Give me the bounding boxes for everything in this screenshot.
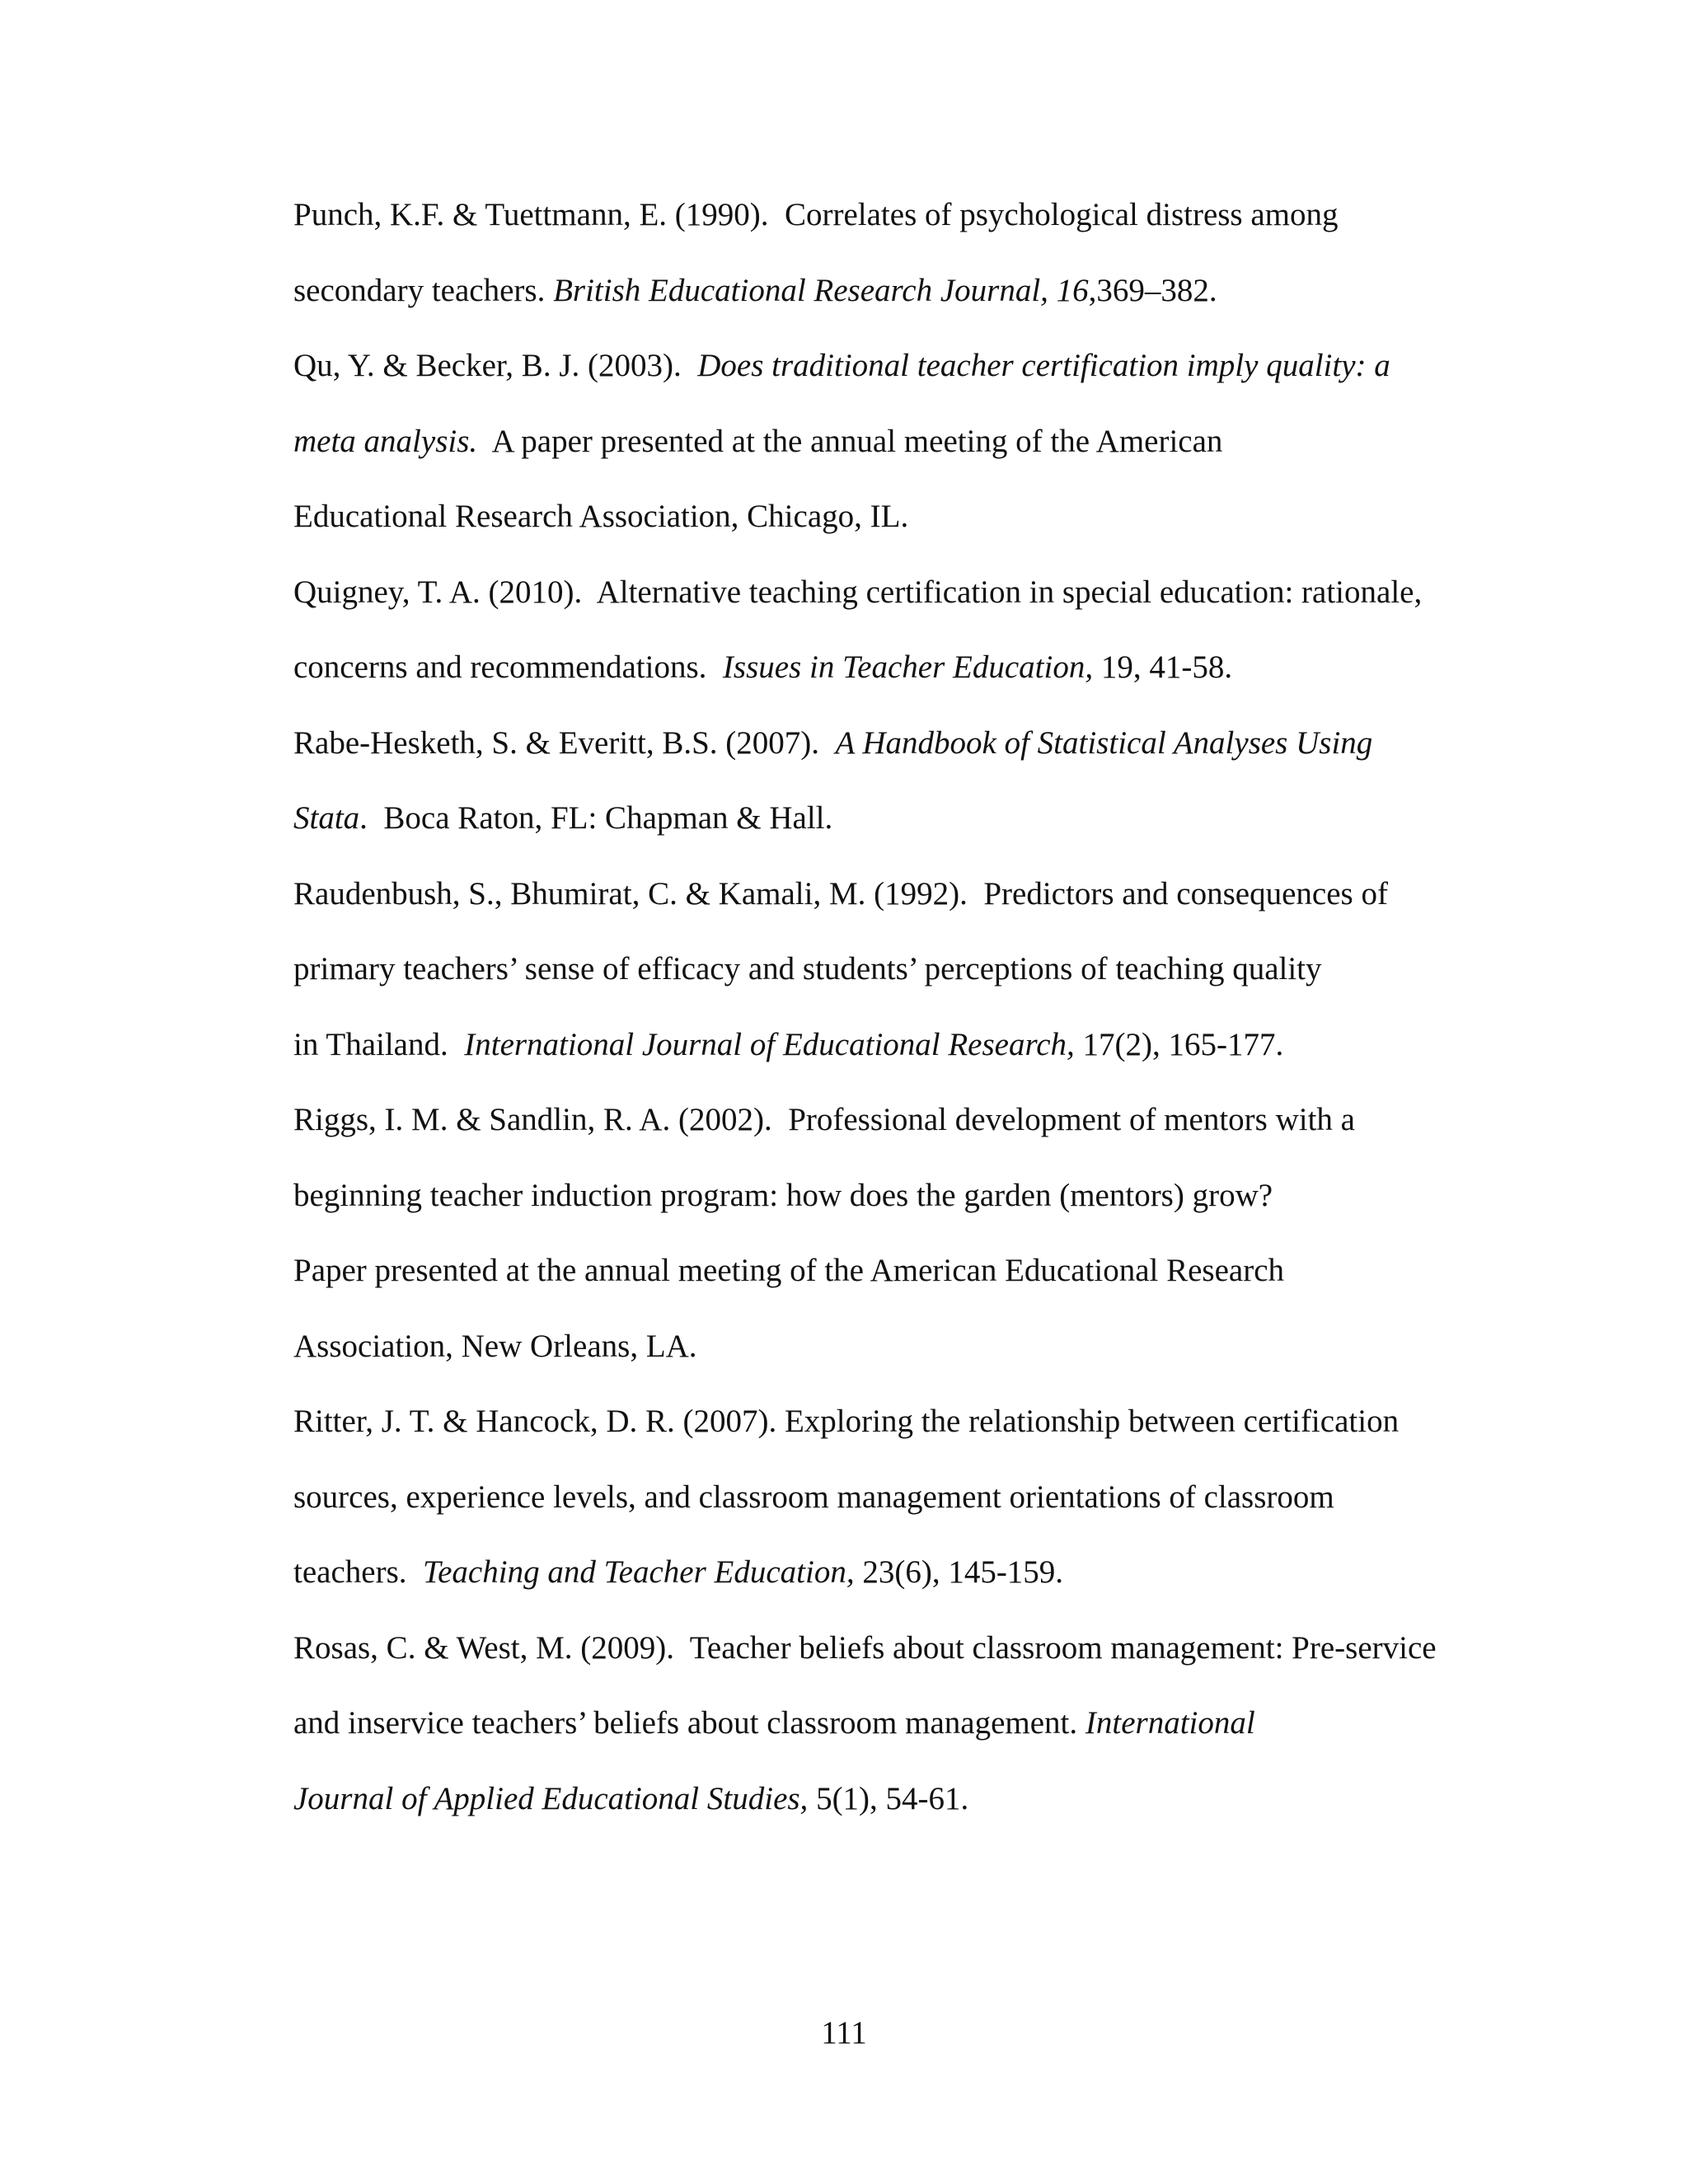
reference-text-segment: Riggs, I. M. & Sandlin, R. A. (2002). Professional development of mentors with a [293, 1102, 1355, 1137]
reference-line [293, 1309, 1464, 1385]
reference-text-segment: . Boca Raton, FL: Chapman & Hall. [359, 800, 833, 836]
page-number: 111 [821, 2015, 867, 2050]
reference-entry [293, 856, 1464, 1083]
reference-text-segment: Ritter, J. T. & Hancock, D. R. (2007). Exploring the relationship between certification [293, 1404, 1400, 1439]
reference-text-segment: beginning teacher induction program: how does the garden (mentors) grow? [293, 1177, 1273, 1213]
reference-text-segment: ,369–382. [1088, 272, 1217, 308]
reference-text-segment: secondary teachers. [293, 272, 554, 308]
reference-text-segment: Qu, Y. & Becker, B. J. (2003). [293, 348, 698, 383]
reference-line [293, 630, 1464, 705]
reference-italic-segment: Teaching and Teacher Education, [423, 1554, 855, 1590]
reference-italic-segment: A Handbook of Statistical Analyses Using [835, 724, 1373, 761]
reference-italic-segment: Stata [293, 800, 360, 836]
reference-entry [293, 177, 1464, 328]
reference-line [293, 1082, 1464, 1158]
reference-line [293, 328, 1464, 404]
reference-text-segment: 23(6), 145-159. [854, 1554, 1064, 1590]
reference-italic-segment: International [1085, 1705, 1255, 1741]
reference-text-segment: concerns and recommendations. [293, 649, 723, 685]
reference-line [293, 1233, 1464, 1309]
reference-text-segment: Quigney, T. A. (2010). Alternative teaching certification in special education: rationale, [293, 574, 1423, 610]
reference-italic-segment: meta analysis. [293, 423, 478, 459]
reference-text-segment: 19, 41-58. [1093, 649, 1233, 685]
reference-line [293, 1761, 1464, 1837]
reference-line [293, 931, 1464, 1007]
reference-line [293, 856, 1464, 932]
reference-entry [293, 328, 1464, 555]
reference-italic-segment: British Educational Research Journal, 16 [553, 272, 1089, 308]
reference-line [293, 1158, 1464, 1234]
reference-italic-segment: Does traditional teacher certification imply quality: a [697, 348, 1390, 383]
reference-entry [293, 1082, 1464, 1384]
reference-line [293, 177, 1464, 253]
reference-text-segment: in Thailand. [293, 1026, 465, 1062]
reference-list [293, 177, 1464, 1836]
reference-line [293, 1535, 1464, 1610]
reference-line [293, 780, 1464, 856]
reference-text-segment: 17(2), 165-177. [1074, 1026, 1284, 1062]
reference-italic-segment: Issues in Teacher Education, [722, 649, 1094, 685]
reference-text-segment: Punch, K.F. & Tuettmann, E. (1990). Correlates of psychological distress among [293, 197, 1339, 232]
reference-text-segment: teachers. [293, 1554, 423, 1590]
reference-entry [293, 555, 1464, 705]
reference-line [293, 253, 1464, 329]
reference-text-segment: Educational Research Association, Chicago, IL. [293, 499, 909, 534]
reference-line [293, 1460, 1464, 1535]
reference-line [293, 479, 1464, 555]
reference-text-segment: Rabe-Hesketh, S. & Everitt, B.S. (2007). [293, 724, 836, 761]
reference-line [293, 1384, 1464, 1460]
reference-line [293, 555, 1464, 630]
reference-text-segment: Rosas, C. & West, M. (2009). Teacher beliefs about classroom management: Pre-service [293, 1629, 1437, 1666]
reference-entry [293, 1610, 1464, 1837]
reference-text-segment: Paper presented at the annual meeting of the American Educational Research [293, 1253, 1285, 1288]
reference-italic-segment: Journal of Applied Educational Studies, [293, 1780, 809, 1816]
reference-italic-segment: International Journal of Educational Research, [464, 1026, 1075, 1062]
reference-line [293, 1007, 1464, 1083]
reference-text-segment: Raudenbush, S., Bhumirat, C. & Kamali, M. (1992). Predictors and consequences of [293, 875, 1388, 912]
reference-line [293, 404, 1464, 480]
reference-text-segment: and inservice teachers’ beliefs about classroom management. [293, 1705, 1085, 1741]
reference-text-segment: 5(1), 54-61. [808, 1780, 969, 1816]
reference-line [293, 705, 1464, 781]
reference-text-segment: Association, New Orleans, LA. [293, 1328, 697, 1364]
reference-entry [293, 1384, 1464, 1610]
reference-text-segment: A paper presented at the annual meeting of the American [477, 423, 1223, 459]
reference-entry [293, 705, 1464, 856]
reference-line [293, 1610, 1464, 1686]
reference-text-segment: primary teachers’ sense of efficacy and students’ perceptions of teaching quality [293, 951, 1322, 987]
reference-line [293, 1685, 1464, 1761]
reference-text-segment: sources, experience levels, and classroom management orientations of classroom [293, 1479, 1334, 1515]
